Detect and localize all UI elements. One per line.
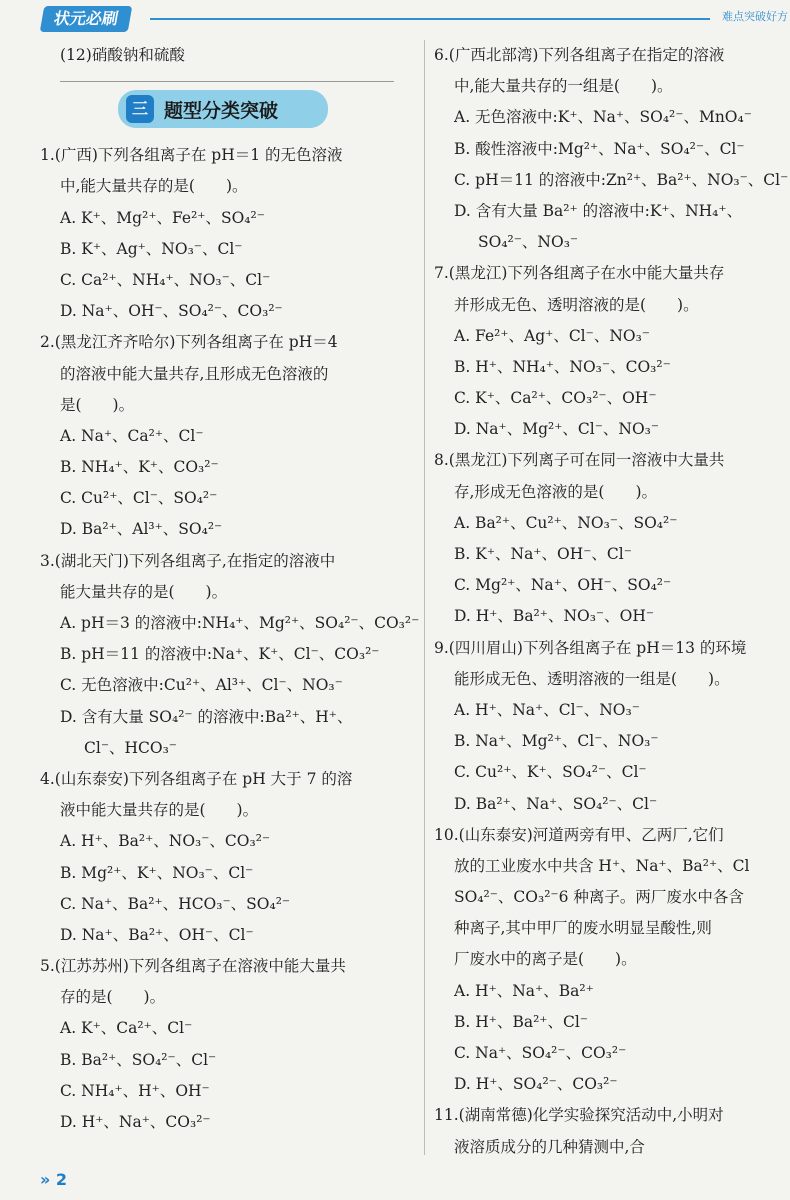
option-line: A. Fe²⁺、Ag⁺、Cl⁻、NO₃⁻ (454, 326, 650, 345)
right-column (434, 40, 790, 1163)
text-line: 中,能大量共存的一组是( )。 (454, 77, 673, 96)
text-line: 种离子,其中甲厂的废水明显呈酸性,则 (454, 919, 712, 938)
question-line: 7.(黑龙江)下列各组离子在水中能大量共存 (434, 264, 725, 283)
option-line: A. K⁺、Ca²⁺、Cl⁻ (60, 1019, 193, 1038)
option-line: A. Na⁺、Ca²⁺、Cl⁻ (60, 426, 204, 445)
option-line: A. Ba²⁺、Cu²⁺、NO₃⁻、SO₄²⁻ (454, 513, 678, 532)
section-title: 题型分类突破 (164, 99, 279, 122)
question-line: 5.(江苏苏州)下列各组离子在溶液中能大量共 (40, 957, 346, 976)
option-line: B. K⁺、Ag⁺、NO₃⁻、Cl⁻ (60, 239, 243, 258)
option-line: D. Na⁺、Ba²⁺、OH⁻、Cl⁻ (60, 925, 254, 944)
option-line: C. Ca²⁺、NH₄⁺、NO₃⁻、Cl⁻ (60, 270, 271, 289)
text-line: 能形成无色、透明溶液的一组是( )。 (454, 669, 730, 688)
option-line: D. 含有大量 Ba²⁺ 的溶液中:K⁺、NH₄⁺、 (454, 201, 743, 220)
page-number: » 2 (40, 1170, 68, 1189)
option-line: B. pH＝11 的溶液中:Na⁺、K⁺、Cl⁻、CO₃²⁻ (60, 645, 380, 664)
header-corner-text: 难点突破好方 (722, 10, 788, 23)
text-line: 是( )。 (60, 395, 135, 414)
question-line: 2.(黑龙江齐齐哈尔)下列各组离子在 pH＝4 (40, 333, 338, 352)
option-line: D. Ba²⁺、Al³⁺、SO₄²⁻ (60, 520, 223, 539)
option-line: C. Mg²⁺、Na⁺、OH⁻、SO₄²⁻ (454, 576, 672, 595)
question-line: 8.(黑龙江)下列离子可在同一溶液中大量共 (434, 451, 725, 470)
separator-line (60, 81, 394, 82)
option-line: B. Ba²⁺、SO₄²⁻、Cl⁻ (60, 1050, 217, 1069)
option-line: A. H⁺、Na⁺、Cl⁻、NO₃⁻ (454, 700, 640, 719)
option-line: D. H⁺、SO₄²⁻、CO₃²⁻ (454, 1075, 618, 1094)
option-line: B. Na⁺、Mg²⁺、Cl⁻、NO₃⁻ (454, 732, 659, 751)
question-line: 1.(广西)下列各组离子在 pH＝1 的无色溶液 (40, 146, 343, 165)
text-line: 液溶质成分的几种猜测中,合 (454, 1137, 645, 1156)
brand-logo: 状元必刷 (40, 6, 133, 32)
option-line: C. Cu²⁺、Cl⁻、SO₄²⁻ (60, 489, 218, 508)
header-rule (150, 18, 710, 20)
left-column (40, 40, 420, 1138)
option-line: D. H⁺、Ba²⁺、NO₃⁻、OH⁻ (454, 607, 655, 626)
option-line: Cl⁻、HCO₃⁻ (84, 738, 177, 757)
text-line: 液中能大量共存的是( )。 (60, 801, 259, 820)
section-number-badge: 三 (126, 95, 154, 123)
option-line: A. 无色溶液中:K⁺、Na⁺、SO₄²⁻、MnO₄⁻ (454, 108, 752, 127)
text-line: 能大量共存的是( )。 (60, 582, 228, 601)
option-line: B. K⁺、Na⁺、OH⁻、Cl⁻ (454, 545, 632, 563)
text-line: 中,能大量共存的是( )。 (60, 177, 248, 196)
option-line: C. Cu²⁺、K⁺、SO₄²⁻、Cl⁻ (454, 763, 647, 782)
option-line: A. K⁺、Mg²⁺、Fe²⁺、SO₄²⁻ (60, 208, 265, 227)
option-line: B. H⁺、NH₄⁺、NO₃⁻、CO₃²⁻ (454, 357, 671, 376)
column-divider (424, 40, 425, 1155)
option-line: C. NH₄⁺、H⁺、OH⁻ (60, 1081, 210, 1100)
page-header (0, 0, 790, 36)
question-line: 10.(山东泰安)河道两旁有甲、乙两厂,它们 (434, 825, 724, 844)
option-line: D. 含有大量 SO₄²⁻ 的溶液中:Ba²⁺、H⁺、 (60, 707, 353, 726)
text-line: 存的是( )。 (60, 988, 166, 1007)
question-line: 3.(湖北天门)下列各组离子,在指定的溶液中 (40, 551, 336, 570)
option-line: D. Na⁺、OH⁻、SO₄²⁻、CO₃²⁻ (60, 302, 283, 321)
option-line: D. Na⁺、Mg²⁺、Cl⁻、NO₃⁻ (454, 420, 660, 439)
question-line: 4.(山东泰安)下列各组离子在 pH 大于 7 的溶 (40, 769, 353, 788)
option-line: C. Na⁺、Ba²⁺、HCO₃⁻、SO₄²⁻ (60, 894, 291, 913)
option-line: C. 无色溶液中:Cu²⁺、Al³⁺、Cl⁻、NO₃⁻ (60, 676, 343, 695)
text-line: 的溶液中能大量共存,且形成无色溶液的 (60, 364, 329, 383)
text-line: 放的工业废水中共含 H⁺、Na⁺、Ba²⁺、Cl (454, 856, 750, 875)
text-line: 厂废水中的离子是( )。 (454, 950, 637, 969)
question-line: 9.(四川眉山)下列各组离子在 pH＝13 的环境 (434, 638, 747, 657)
option-line: B. 酸性溶液中:Mg²⁺、Na⁺、SO₄²⁻、Cl⁻ (454, 139, 745, 158)
option-line: C. Na⁺、SO₄²⁻、CO₃²⁻ (454, 1044, 627, 1062)
option-line: SO₄²⁻、NO₃⁻ (478, 233, 579, 252)
section-heading (118, 90, 328, 128)
option-line: C. K⁺、Ca²⁺、CO₃²⁻、OH⁻ (454, 389, 657, 408)
option-line: C. pH＝11 的溶液中:Zn²⁺、Ba²⁺、NO₃⁻、Cl⁻ (454, 170, 789, 189)
text-line: 并形成无色、透明溶液的是( )。 (454, 295, 699, 314)
option-line: A. H⁺、Na⁺、Ba²⁺ (454, 981, 594, 1000)
option-line: D. Ba²⁺、Na⁺、SO₄²⁻、Cl⁻ (454, 794, 658, 813)
text-line: (12)硝酸钠和硫酸 (60, 46, 185, 64)
option-line: A. H⁺、Ba²⁺、NO₃⁻、CO₃²⁻ (60, 832, 271, 851)
option-line: B. NH₄⁺、K⁺、CO₃²⁻ (60, 458, 219, 477)
text-line: 存,形成无色溶液的是( )。 (454, 482, 658, 501)
text-line: SO₄²⁻、CO₃²⁻6 种离子。两厂废水中各含 (454, 888, 744, 907)
option-line: B. H⁺、Ba²⁺、Cl⁻ (454, 1012, 588, 1031)
question-line: 11.(湖南常德)化学实验探究活动中,小明对 (434, 1106, 724, 1125)
option-line: A. pH＝3 的溶液中:NH₄⁺、Mg²⁺、SO₄²⁻、CO₃²⁻ (60, 614, 420, 632)
option-line: D. H⁺、Na⁺、CO₃²⁻ (60, 1113, 211, 1131)
option-line: B. Mg²⁺、K⁺、NO₃⁻、Cl⁻ (60, 863, 254, 882)
question-line: 6.(广西北部湾)下列各组离子在指定的溶液 (434, 46, 725, 64)
